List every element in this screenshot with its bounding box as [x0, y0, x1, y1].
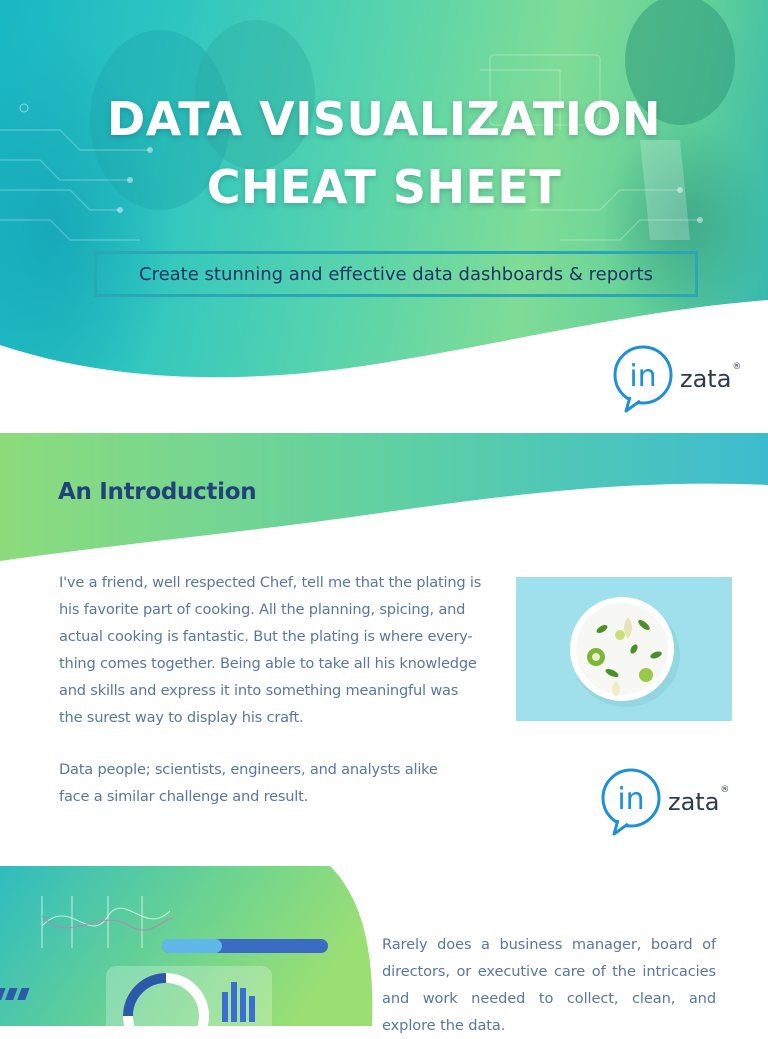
hero-title-line-1: DATA VISUALIZATION: [107, 92, 661, 146]
intro-paragraph-1: [59, 569, 489, 731]
dashboard-illustration: [0, 866, 380, 1026]
hero-subtitle: Create stunning and effective data dashboards & reports: [139, 263, 653, 285]
registered-mark: ®: [720, 785, 730, 795]
intro-p1-line: his favorite part of cooking. All the planning, spicing, and: [59, 601, 466, 618]
section2-line: and work needed to collect, clean, and: [382, 990, 716, 1007]
intro-p2-line: face a similar challenge and result.: [59, 788, 309, 805]
registered-mark: ®: [732, 362, 742, 372]
intro-heading: An Introduction: [58, 479, 257, 505]
section2-line: explore the data.: [382, 1017, 506, 1034]
inzata-mark-text: in: [629, 359, 657, 394]
plate-illustration: [516, 577, 732, 721]
inzata-logo-intro: [600, 768, 729, 836]
intro-paragraph-2: [59, 756, 489, 810]
inzata-logo-hero: [612, 345, 741, 413]
inzata-name: zata: [668, 788, 720, 816]
intro-p1-line: I've a friend, well respected Chef, tell me that the plating is: [59, 574, 482, 591]
section2-line: Rarely does a business manager, board of: [382, 936, 716, 953]
plated-food-photo: [516, 577, 732, 721]
intro-p1-line: the surest way to display his craft.: [59, 709, 304, 726]
inzata-speech-bubble-icon: [600, 768, 666, 836]
section2-paragraph: [382, 931, 716, 1039]
hero-banner: [0, 0, 768, 420]
section2-line: directors, or executive care of the intricacies: [382, 963, 716, 980]
intro-p1-line: and skills and express it into something meaningful was: [59, 682, 459, 699]
inzata-name: zata: [680, 365, 732, 393]
hero-title-line-2: CHEAT SHEET: [206, 160, 562, 214]
intro-p1-line: thing comes together. Being able to take all his knowledge: [59, 655, 477, 672]
intro-p2-line: Data people; scientists, engineers, and analysts alike: [59, 761, 438, 778]
inzata-mark-text: in: [617, 782, 645, 817]
inzata-speech-bubble-icon: [612, 345, 678, 413]
intro-p1-line: actual cooking is fantastic. But the plating is where every-: [59, 628, 473, 645]
